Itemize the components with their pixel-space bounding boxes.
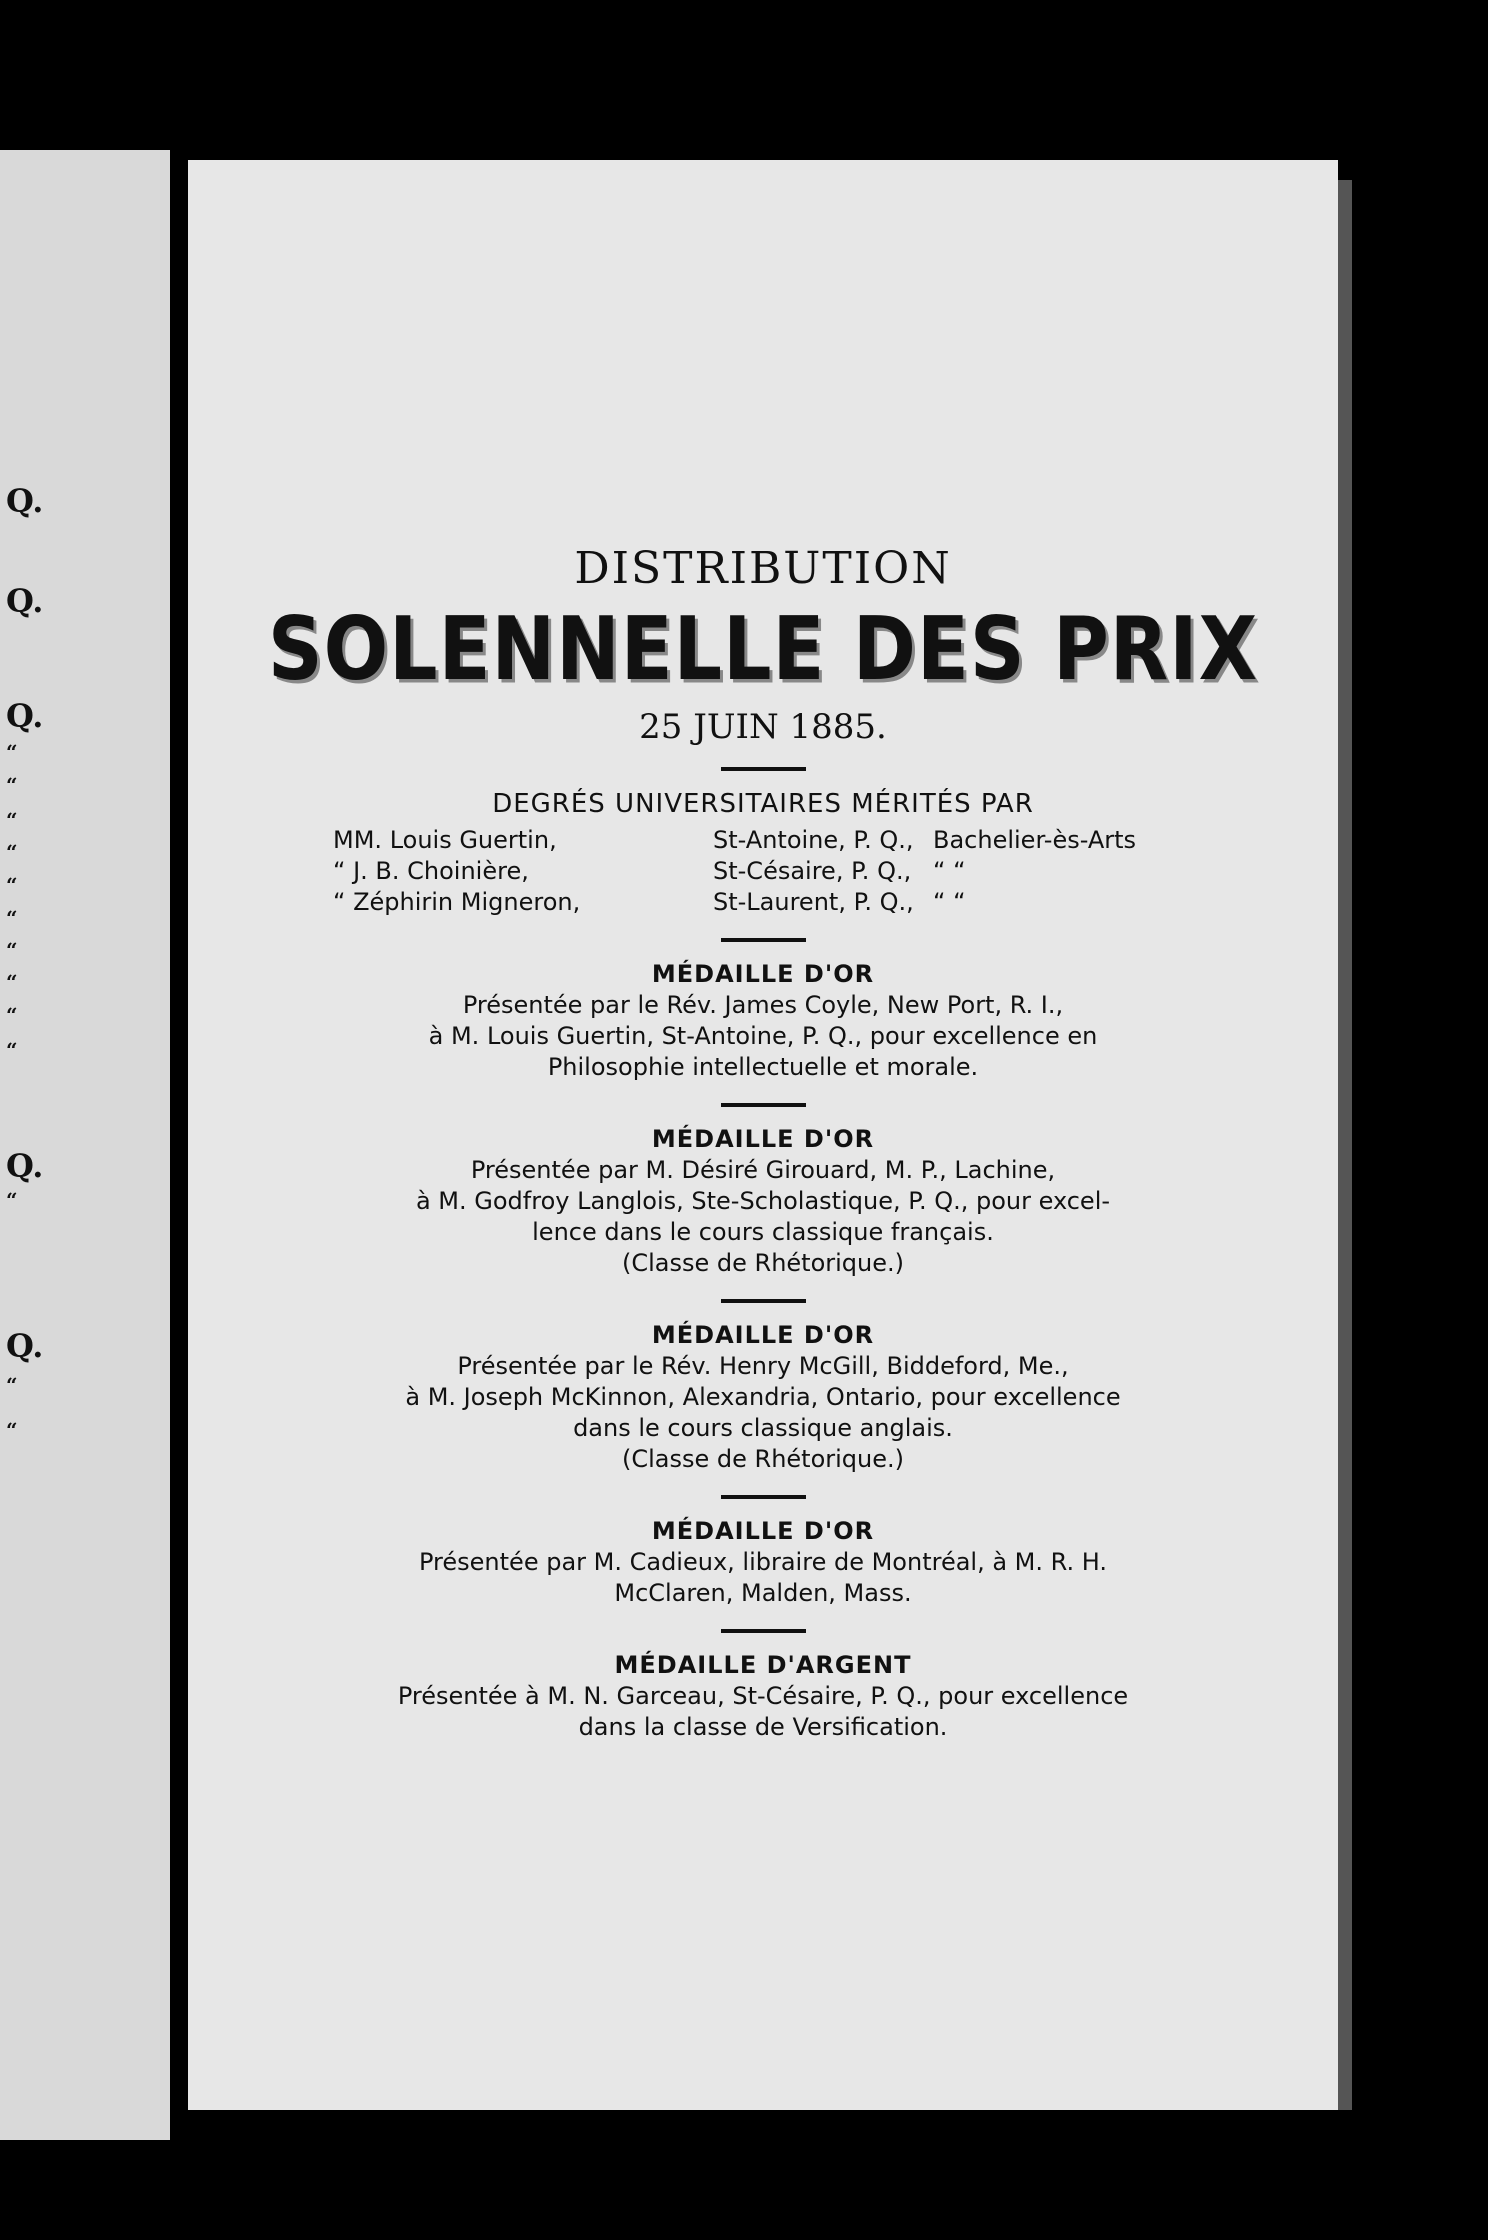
medal-line: Présentée par M. Désiré Girouard, M. P., Lachine,	[470, 1155, 1056, 1184]
degree-prefix: “	[333, 887, 346, 916]
left-margin-mark: Q.	[6, 1147, 44, 1185]
degree-row	[188, 825, 1338, 856]
left-margin-mark: “	[6, 1003, 18, 1027]
degrees-section	[188, 789, 1338, 918]
degrees-title: DEGRÉS UNIVERSITAIRES MÉRITÉS PAR	[492, 788, 1034, 819]
medal-block	[188, 1321, 1338, 1475]
medal-title: MÉDAILLE D'OR	[651, 1516, 875, 1545]
left-margin-mark: “	[6, 938, 18, 962]
medal-line: dans la classe de Versification.	[578, 1712, 948, 1741]
document-page	[188, 160, 1338, 2110]
medal-block	[188, 960, 1338, 1083]
heading-distribution: DISTRIBUTION	[574, 543, 952, 594]
medal-title: MÉDAILLE D'OR	[651, 1320, 875, 1349]
degree-name: J. B. Choinière,	[353, 856, 529, 885]
page-gutter	[170, 150, 188, 2140]
section-rule	[721, 938, 806, 942]
medal-block	[188, 1517, 1338, 1609]
section-rule	[721, 1495, 806, 1499]
degree-row	[188, 856, 1338, 887]
degree-place: St-Laurent, P. Q.,	[713, 887, 914, 916]
degree-title: Bachelier-ès-Arts	[933, 825, 1137, 854]
left-page-edge	[0, 150, 170, 2140]
degree-place: St-Césaire, P. Q.,	[713, 856, 912, 885]
degree-name: Zéphirin Migneron,	[353, 887, 581, 916]
left-margin-mark: Q.	[6, 1327, 44, 1365]
degree-prefix: “	[333, 856, 346, 885]
medal-line: à M. Joseph McKinnon, Alexandria, Ontario, pour excellence	[405, 1382, 1121, 1411]
left-margin-mark: “	[6, 1038, 18, 1062]
medal-line: (Classe de Rhétorique.)	[621, 1248, 904, 1277]
left-margin-mark: “	[6, 740, 18, 764]
medal-line: Présentée par M. Cadieux, libraire de Montréal, à M. R. H.	[419, 1547, 1107, 1576]
degree-title: “ “	[933, 887, 966, 916]
medal-block	[188, 1125, 1338, 1279]
medal-block	[188, 1651, 1338, 1743]
page-shadow	[1338, 180, 1352, 2110]
left-margin-mark: “	[6, 1418, 18, 1442]
degree-place: St-Antoine, P. Q.,	[713, 825, 914, 854]
medal-line: lence dans le cours classique français.	[532, 1217, 994, 1246]
left-margin-mark: “	[6, 840, 18, 864]
section-rule	[721, 1629, 806, 1633]
degree-title: “ “	[933, 856, 966, 885]
left-margin-mark: “	[6, 873, 18, 897]
left-margin-mark: Q.	[6, 482, 44, 520]
medal-title: MÉDAILLE D'ARGENT	[614, 1650, 912, 1679]
medals-section	[188, 938, 1338, 1743]
degree-prefix: MM.	[333, 825, 383, 854]
degree-name: Louis Guertin,	[389, 825, 557, 854]
medal-line: à M. Louis Guertin, St-Antoine, P. Q., pour excellence en	[428, 1021, 1098, 1050]
left-margin-mark: “	[6, 773, 18, 797]
medal-line: Présentée à M. N. Garceau, St-Césaire, P. Q., pour excellence	[397, 1681, 1129, 1710]
left-margin-mark: Q.	[6, 697, 44, 735]
medal-line: dans le cours classique anglais.	[573, 1413, 953, 1442]
left-margin-mark: “	[6, 1373, 18, 1397]
left-margin-mark: “	[6, 808, 18, 832]
degree-row	[188, 887, 1338, 918]
left-margin-mark: “	[6, 1188, 18, 1212]
medal-line: Présentée par le Rév. James Coyle, New Port, R. I.,	[462, 990, 1064, 1019]
page-content	[188, 545, 1338, 1743]
medal-title: MÉDAILLE D'OR	[651, 1124, 875, 1153]
heading-main-title: SOLENNELLE DES PRIX	[267, 597, 1259, 701]
medal-line: (Classe de Rhétorique.)	[621, 1444, 904, 1473]
left-margin-mark: “	[6, 970, 18, 994]
medal-line: McClaren, Malden, Mass.	[614, 1578, 912, 1607]
medal-title: MÉDAILLE D'OR	[651, 959, 875, 988]
medal-line: Présentée par le Rév. Henry McGill, Biddeford, Me.,	[457, 1351, 1069, 1380]
medal-line: Philosophie intellectuelle et morale.	[547, 1052, 979, 1081]
heading-date: 25 JUIN 1885.	[639, 706, 887, 747]
section-rule	[721, 1299, 806, 1303]
left-margin-mark: “	[6, 906, 18, 930]
left-margin-mark: Q.	[6, 582, 44, 620]
medal-line: à M. Godfroy Langlois, Ste-Scholastique, P. Q., pour excel-	[415, 1186, 1111, 1215]
section-rule	[721, 767, 806, 771]
section-rule	[721, 1103, 806, 1107]
